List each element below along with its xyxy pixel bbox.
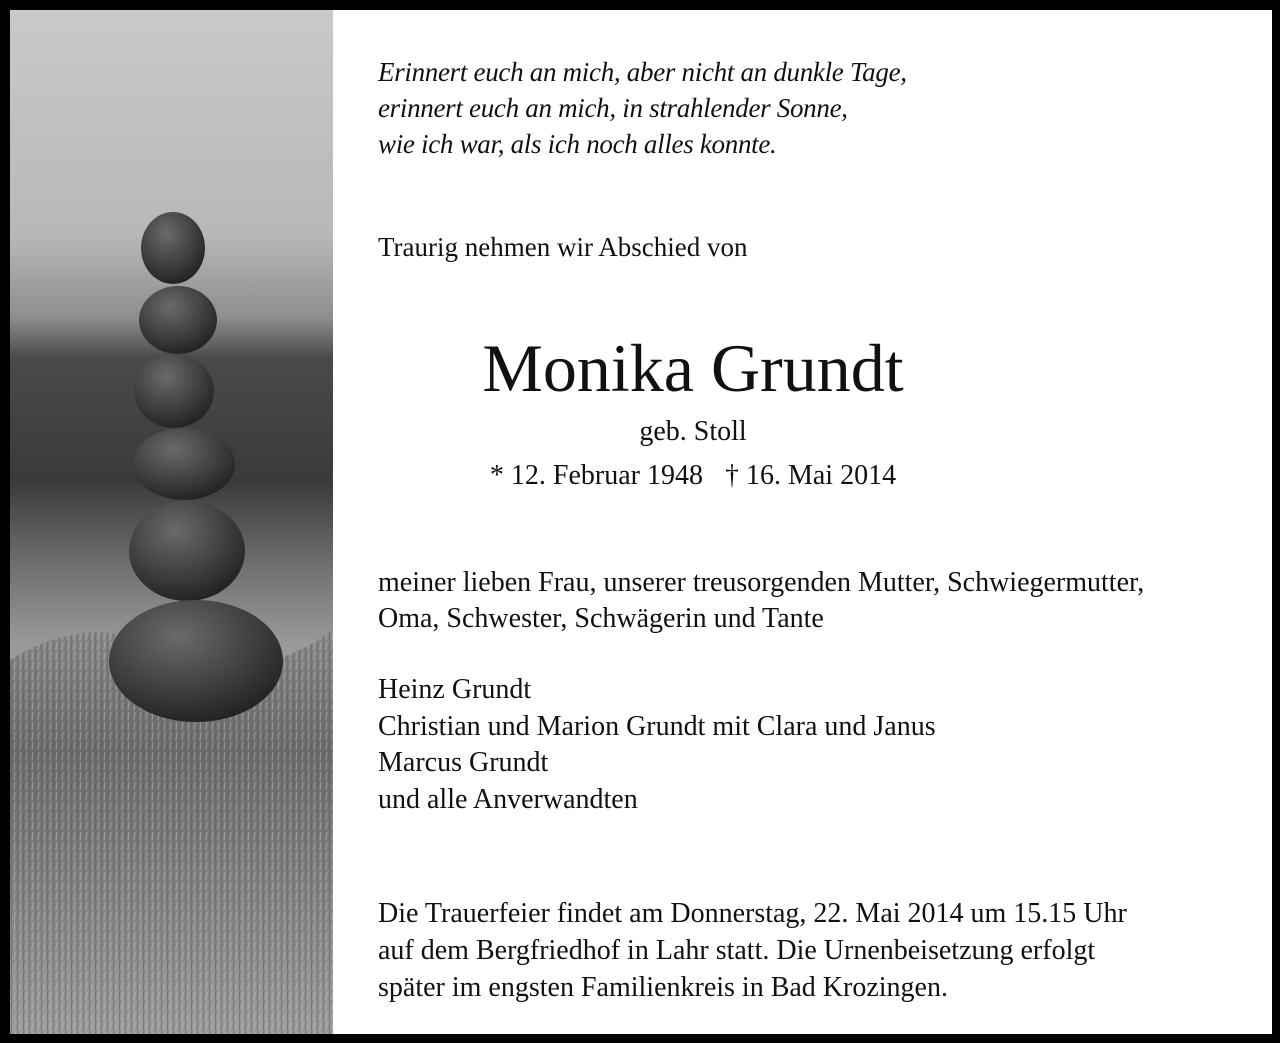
death-date: † 16. Mai 2014 <box>724 460 897 491</box>
mourner-entry: Marcus Grundt <box>378 747 549 778</box>
farewell-intro: Traurig nehmen wir Abschied von <box>378 232 748 262</box>
poem-line: wie ich war, als ich noch alles konnte. <box>378 129 777 159</box>
mourner-entry: Christian und Marion Grundt mit Clara und Janus <box>378 710 936 742</box>
poem-line: Erinnert euch an mich, aber nicht an dunkle Tage, <box>378 57 907 87</box>
life-dates <box>333 460 1053 492</box>
relation-line: meiner lieben Frau, unserer treusorgenden Mutter, Schwiegermutter, <box>378 567 1145 598</box>
service-line: Die Trauerfeier findet am Donnerstag, 22. Mai 2014 um 15.15 Uhr <box>378 898 1127 929</box>
maiden-name: geb. Stoll <box>639 416 747 447</box>
service-line: später im engsten Familienkreis in Bad Krozingen. <box>378 972 948 1003</box>
relation-line: Oma, Schwester, Schwägerin und Tante <box>378 603 824 634</box>
service-line: auf dem Bergfriedhof in Lahr statt. Die Urnenbeisetzung erfolgt <box>378 935 1096 966</box>
service-info <box>378 895 1127 1006</box>
stone-cairn-image <box>10 10 333 1034</box>
deceased-name: Monika Grundt <box>482 330 904 406</box>
poem-line: erinnert euch an mich, in strahlender Sonne, <box>378 93 848 123</box>
mourner-entry: und alle Anverwandten <box>378 783 638 815</box>
obituary-text <box>333 10 1272 1034</box>
memorial-poem <box>378 54 907 162</box>
mourners-list <box>378 672 936 818</box>
relation-text <box>378 565 1144 637</box>
mourner-entry: Heinz Grundt <box>378 674 532 705</box>
birth-date: * 12. Februar 1948 <box>489 460 703 491</box>
